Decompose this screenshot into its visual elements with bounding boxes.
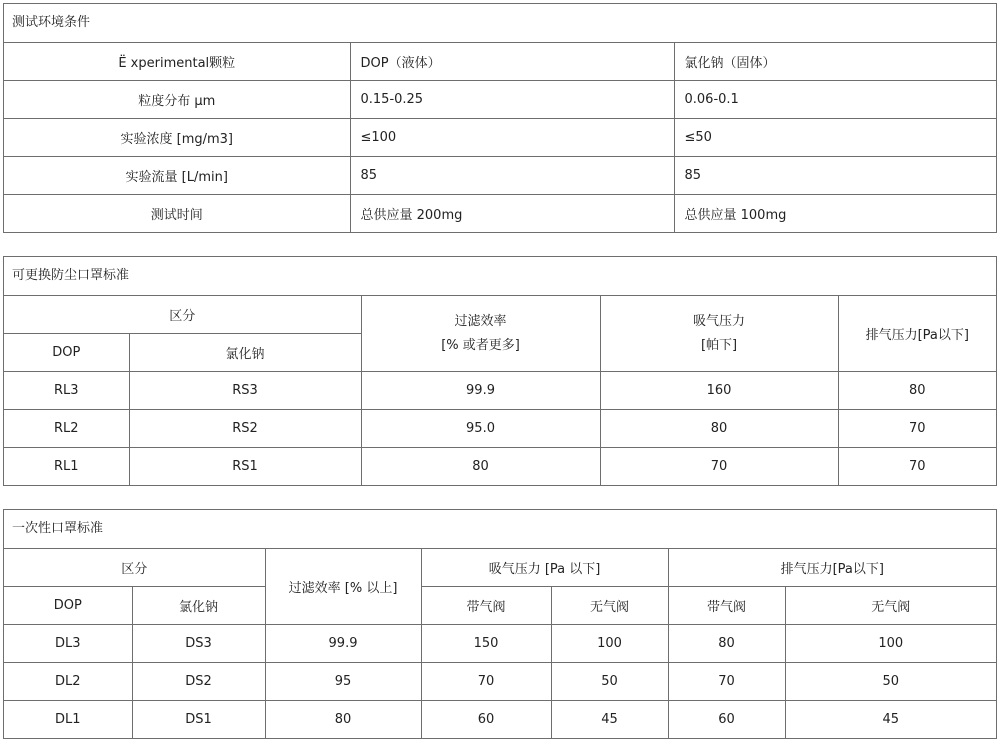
- header-filter-efficiency: [361, 296, 600, 372]
- cell: 0.06-0.1: [674, 81, 996, 119]
- cell: DL3: [4, 625, 132, 663]
- cell: 99.9: [265, 625, 421, 663]
- table-row: [4, 448, 996, 486]
- cell: 50: [785, 663, 996, 701]
- header-exhale-resistance: 排气压力[Pa以下]: [838, 296, 996, 372]
- cell: 99.9: [361, 372, 600, 410]
- cell: Ë xperimental颗粒: [4, 43, 350, 81]
- table-row: [4, 195, 996, 233]
- cell: DOP（液体）: [350, 43, 674, 81]
- cell: 160: [600, 372, 838, 410]
- header-dop: DOP: [4, 334, 129, 372]
- disposable-mask-caption: 一次性口罩标准: [12, 521, 104, 536]
- header-inhale-no-valve: 无气阀: [551, 587, 668, 625]
- table-header-row: [4, 587, 996, 625]
- cell: RL1: [4, 448, 129, 486]
- header-filter-line2: [% 或者更多]: [441, 337, 520, 353]
- table-row: [4, 410, 996, 448]
- table-header-row: [4, 296, 996, 334]
- cell: 100: [785, 625, 996, 663]
- cell: 85: [674, 157, 996, 195]
- header-inhale-line2: [帕下]: [700, 337, 738, 353]
- cell: RL3: [4, 372, 129, 410]
- cell: 50: [551, 663, 668, 701]
- header-exhale-no-valve: 无气阀: [785, 587, 996, 625]
- table-row: [4, 663, 996, 701]
- test-conditions-table: [3, 3, 997, 233]
- header-exhale-resistance: 排气压力[Pa以下]: [668, 549, 996, 587]
- cell: 95: [265, 663, 421, 701]
- table-row: [4, 43, 996, 81]
- cell: 0.15-0.25: [350, 81, 674, 119]
- cell: DS1: [132, 701, 265, 739]
- test-conditions-caption: 测试环境条件: [12, 15, 91, 30]
- table-row: [4, 625, 996, 663]
- table-row: [4, 701, 996, 739]
- header-dop: DOP: [4, 587, 132, 625]
- cell: 70: [838, 448, 996, 486]
- cell: 测试时间: [4, 195, 350, 233]
- header-category: 区分: [4, 296, 361, 334]
- header-inhale-resistance: [600, 296, 838, 372]
- cell: RS1: [129, 448, 361, 486]
- header-inhale-with-valve: 带气阀: [421, 587, 551, 625]
- replaceable-mask-table: [3, 256, 997, 486]
- cell: ≤50: [674, 119, 996, 157]
- cell: 45: [551, 701, 668, 739]
- cell: 70: [838, 410, 996, 448]
- replaceable-mask-caption: 可更换防尘口罩标准: [12, 268, 130, 283]
- header-category: 区分: [4, 549, 265, 587]
- cell: 45: [785, 701, 996, 739]
- cell: 80: [838, 372, 996, 410]
- cell: 总供应量 100mg: [674, 195, 996, 233]
- cell: RS2: [129, 410, 361, 448]
- cell: 70: [668, 663, 785, 701]
- cell: 85: [350, 157, 674, 195]
- cell: DS2: [132, 663, 265, 701]
- header-filter-efficiency: 过滤效率 [% 以上]: [265, 549, 421, 625]
- cell: 95.0: [361, 410, 600, 448]
- cell: 实验流量 [L/min]: [4, 157, 350, 195]
- header-filter-line1: 过滤效率: [454, 313, 507, 329]
- table-row: [4, 119, 996, 157]
- cell: ≤100: [350, 119, 674, 157]
- cell: 60: [668, 701, 785, 739]
- disposable-mask-table: [3, 509, 997, 739]
- cell: DS3: [132, 625, 265, 663]
- cell: 70: [600, 448, 838, 486]
- cell: DL1: [4, 701, 132, 739]
- cell: DL2: [4, 663, 132, 701]
- cell: 150: [421, 625, 551, 663]
- cell: 70: [421, 663, 551, 701]
- cell: 60: [421, 701, 551, 739]
- table-row: [4, 157, 996, 195]
- table-row: [4, 81, 996, 119]
- cell: 100: [551, 625, 668, 663]
- cell: 80: [668, 625, 785, 663]
- table-header-row: [4, 549, 996, 587]
- cell: 实验浓度 [mg/m3]: [4, 119, 350, 157]
- header-inhale-resistance: 吸气压力 [Pa 以下]: [421, 549, 668, 587]
- cell: 粒度分布 μm: [4, 81, 350, 119]
- header-nacl: 氯化钠: [132, 587, 265, 625]
- header-nacl: 氯化钠: [129, 334, 361, 372]
- cell: 氯化钠（固体）: [674, 43, 996, 81]
- cell: RS3: [129, 372, 361, 410]
- cell: RL2: [4, 410, 129, 448]
- cell: 总供应量 200mg: [350, 195, 674, 233]
- cell: 80: [265, 701, 421, 739]
- header-inhale-line1: 吸气压力: [693, 313, 746, 329]
- cell: 80: [361, 448, 600, 486]
- cell: 80: [600, 410, 838, 448]
- table-row: [4, 372, 996, 410]
- header-exhale-with-valve: 带气阀: [668, 587, 785, 625]
